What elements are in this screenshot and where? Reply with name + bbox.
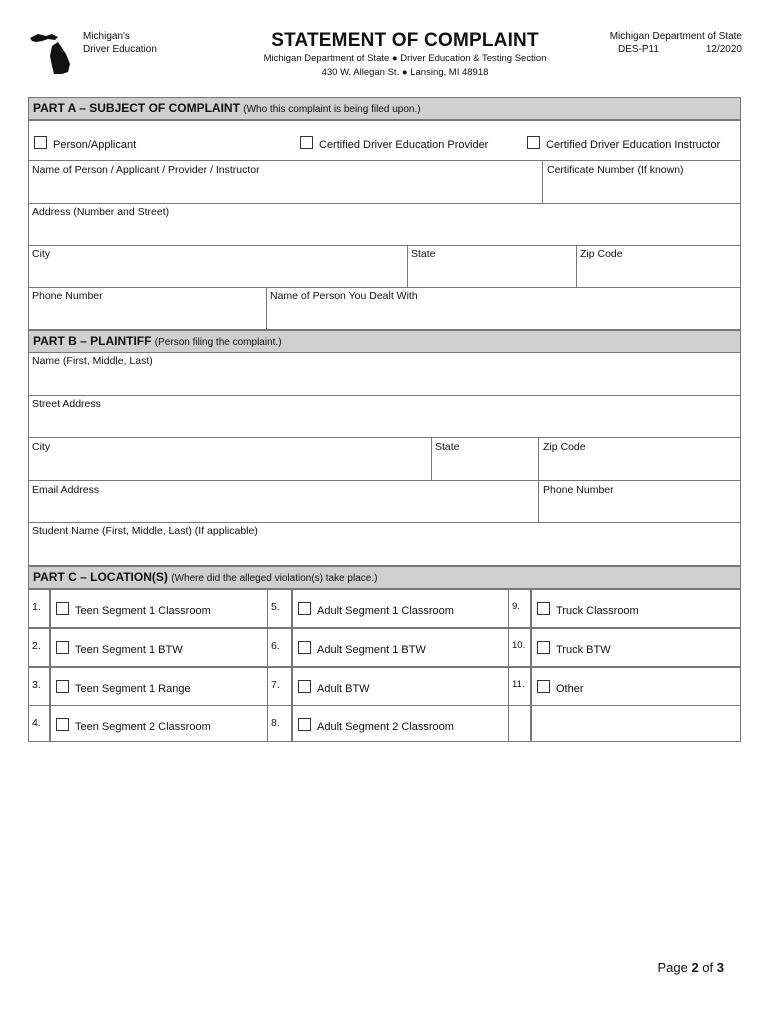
- plaintiff-email-label: Email Address: [32, 484, 100, 496]
- location-number-cell: [508, 705, 532, 742]
- brand-line1: Michigan's: [83, 31, 130, 42]
- location-option-cell: [530, 705, 741, 742]
- subject-city-field[interactable]: [28, 245, 408, 288]
- part-a-note: (Who this complaint is being filed upon.): [243, 104, 421, 115]
- location-number: 2.: [32, 640, 41, 652]
- page-number: [657, 960, 724, 975]
- location-option-label: Teen Segment 1 BTW: [75, 644, 183, 656]
- location-option[interactable]: [298, 680, 370, 695]
- location-option[interactable]: [537, 641, 611, 656]
- part-c-heading: [28, 566, 741, 589]
- location-number: 7.: [271, 679, 280, 691]
- location-option[interactable]: [56, 641, 183, 656]
- subject-name-label: Name of Person / Applicant / Provider / Instructor: [32, 164, 260, 176]
- subject-phone-label: Phone Number: [32, 290, 103, 302]
- student-name-label: Student Name (First, Middle, Last) (If applicable): [32, 525, 258, 537]
- checkbox[interactable]: [56, 602, 69, 615]
- plaintiff-email-field[interactable]: [28, 480, 539, 523]
- location-option-label: Teen Segment 2 Classroom: [75, 721, 211, 733]
- part-a-heading: [28, 97, 741, 120]
- location-option[interactable]: [537, 680, 584, 695]
- subject-zip-label: Zip Code: [580, 248, 623, 260]
- location-number: 6.: [271, 640, 280, 652]
- location-option[interactable]: [298, 641, 426, 656]
- checkbox[interactable]: [56, 641, 69, 654]
- page-prefix: Page: [657, 960, 692, 975]
- checkbox[interactable]: [537, 641, 550, 654]
- location-option[interactable]: [56, 680, 191, 695]
- checkbox[interactable]: [298, 718, 311, 731]
- location-option-label: Truck BTW: [556, 644, 611, 656]
- plaintiff-name-label: Name (First, Middle, Last): [32, 355, 153, 367]
- location-number: 4.: [32, 717, 41, 729]
- form-subtitle-2: 430 W. Allegan St. ● Lansing, MI 48918: [321, 67, 489, 78]
- part-b-note: (Person filing the complaint.): [154, 337, 282, 348]
- checkbox[interactable]: [56, 718, 69, 731]
- form-meta: [590, 30, 742, 56]
- plaintiff-state-label: State: [435, 441, 460, 453]
- subject-address-label: Address (Number and Street): [32, 206, 170, 218]
- part-c-title: PART C – LOCATION(S): [33, 570, 168, 584]
- form-title: STATEMENT OF COMPLAINT: [271, 30, 539, 51]
- page-total: 3: [716, 960, 724, 975]
- location-option-label: Truck Classroom: [556, 605, 639, 617]
- location-option-label: Other: [556, 683, 584, 695]
- part-a-title: PART A – SUBJECT OF COMPLAINT: [33, 101, 240, 115]
- form-subtitle-1: Michigan Department of State ● Driver Education & Testing Section: [263, 53, 547, 64]
- checkbox[interactable]: [34, 136, 47, 149]
- location-option-label: Teen Segment 1 Range: [75, 683, 191, 695]
- location-number: 5.: [271, 601, 280, 613]
- part-c-note: (Where did the alleged violation(s) take place.): [171, 573, 378, 584]
- plaintiff-street-label: Street Address: [32, 398, 101, 410]
- part-b-title: PART B – PLAINTIFF: [33, 334, 152, 348]
- option-label: Person/Applicant: [53, 139, 137, 151]
- checkbox[interactable]: [527, 136, 540, 149]
- checkbox[interactable]: [298, 680, 311, 693]
- subject-city-label: City: [32, 248, 51, 260]
- option-person-applicant[interactable]: [34, 136, 136, 151]
- subject-state-label: State: [411, 248, 436, 260]
- option-provider[interactable]: [300, 136, 488, 151]
- checkbox[interactable]: [300, 136, 313, 149]
- brand-line2: Driver Education: [83, 44, 157, 55]
- checkbox[interactable]: [298, 602, 311, 615]
- location-option[interactable]: [298, 602, 454, 617]
- page-current: 2: [691, 960, 699, 975]
- michigan-map-logo: [28, 28, 78, 76]
- location-option[interactable]: [537, 602, 639, 617]
- location-option[interactable]: [56, 602, 211, 617]
- form-number: DES-P11: [618, 44, 659, 55]
- checkbox[interactable]: [56, 680, 69, 693]
- location-option-label: Adult Segment 1 BTW: [317, 644, 426, 656]
- certificate-number-label: Certificate Number (If known): [547, 164, 684, 176]
- checkbox[interactable]: [537, 602, 550, 615]
- plaintiff-street-field[interactable]: [28, 395, 741, 438]
- checkbox[interactable]: [298, 641, 311, 654]
- part-b-heading: [28, 330, 741, 353]
- location-number: 1.: [32, 601, 41, 613]
- location-option-label: Adult BTW: [317, 683, 370, 695]
- location-option-label: Teen Segment 1 Classroom: [75, 605, 211, 617]
- location-number: 9.: [512, 601, 520, 612]
- plaintiff-city-field[interactable]: [28, 437, 432, 481]
- brand-block: [83, 30, 157, 56]
- location-option[interactable]: [56, 718, 211, 733]
- location-option-label: Adult Segment 1 Classroom: [317, 605, 454, 617]
- person-dealt-with-label: Name of Person You Dealt With: [270, 290, 418, 302]
- agency-name: Michigan Department of State: [609, 31, 742, 42]
- location-option-label: Adult Segment 2 Classroom: [317, 721, 454, 733]
- location-number: 10.: [512, 640, 526, 651]
- plaintiff-zip-label: Zip Code: [543, 441, 586, 453]
- location-number: 3.: [32, 679, 41, 691]
- option-instructor[interactable]: [527, 136, 720, 151]
- location-option[interactable]: [298, 718, 454, 733]
- plaintiff-city-label: City: [32, 441, 51, 453]
- plaintiff-phone-label: Phone Number: [543, 484, 614, 496]
- checkbox[interactable]: [537, 680, 550, 693]
- form-date: 12/2020: [705, 44, 742, 55]
- option-label: Certified Driver Education Instructor: [546, 139, 721, 151]
- option-label: Certified Driver Education Provider: [319, 139, 489, 151]
- location-number: 8.: [271, 717, 280, 729]
- location-number: 11.: [512, 679, 525, 690]
- page-mid: of: [698, 960, 717, 975]
